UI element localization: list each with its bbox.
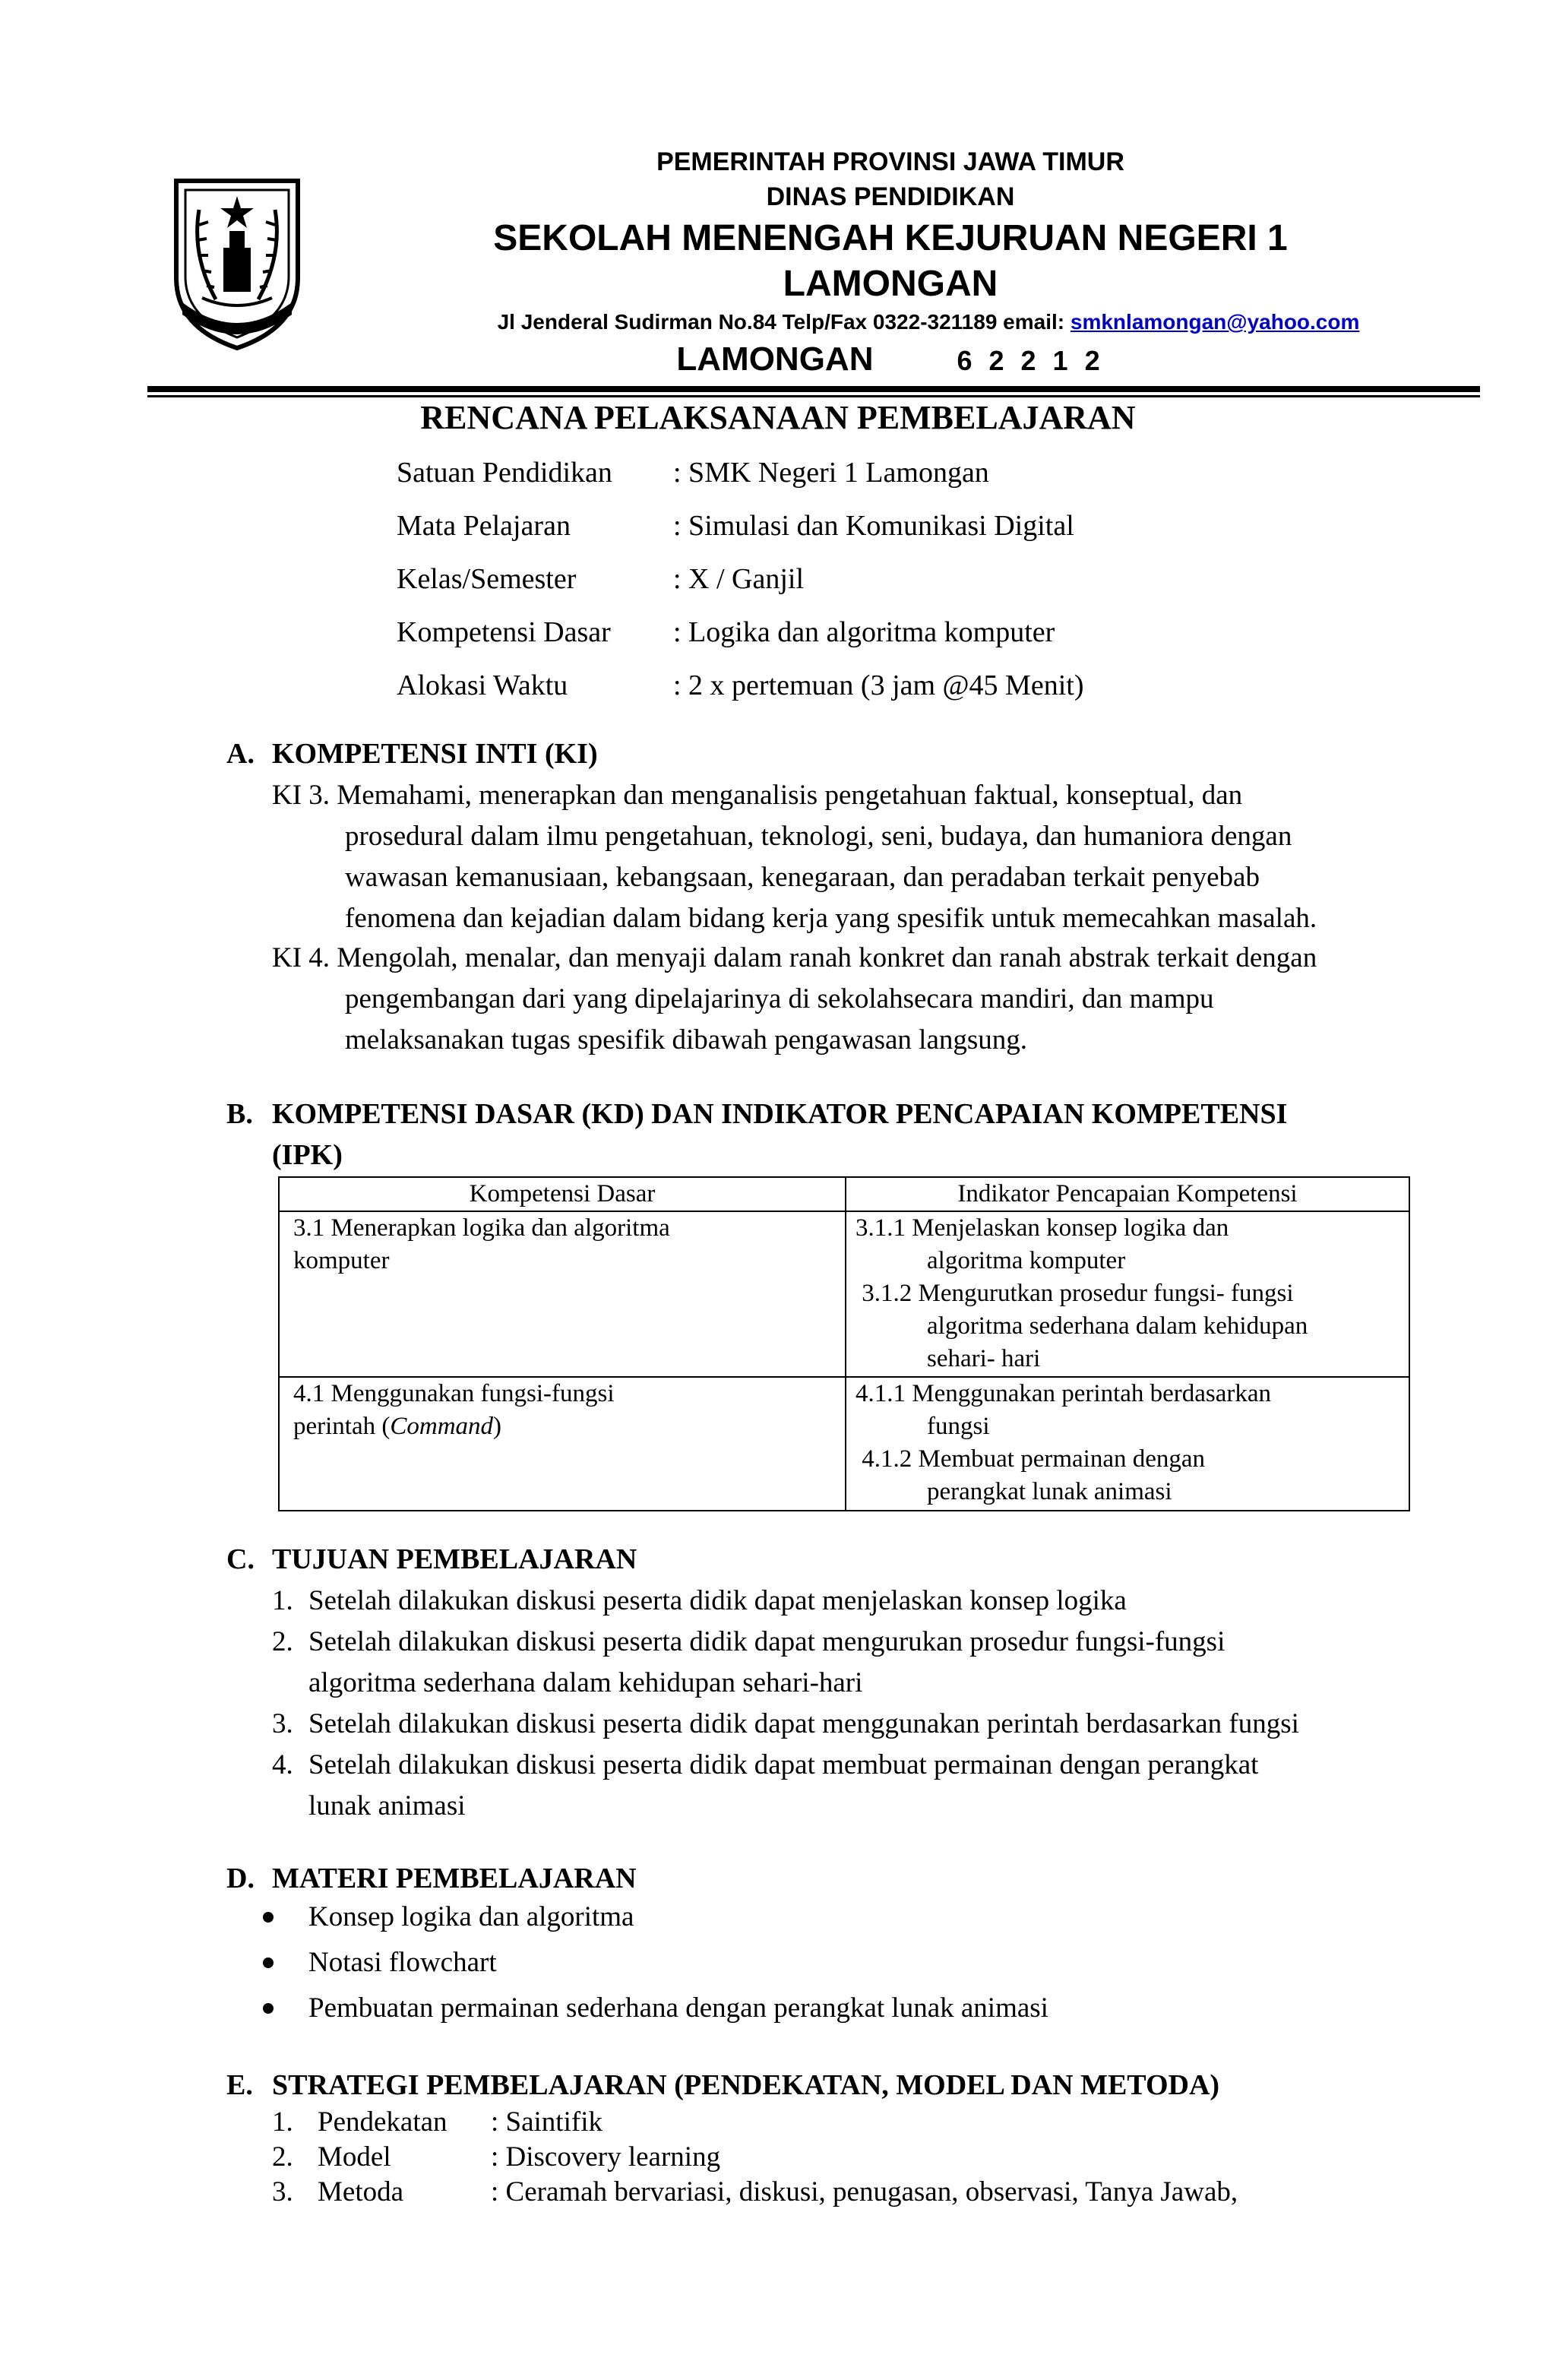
identity-label: Kelas/Semester <box>397 563 577 595</box>
material-item: Notasi flowchart <box>308 1947 497 1978</box>
strategy-value: : Saintifik <box>491 2106 602 2138</box>
address-text: Jl Jenderal Sudirman No.84 Telp/Fax 0322-321189 email: <box>497 310 1071 334</box>
ki4-line: KI 4. Mengolah, menalar, dan menyaji dalam ranah konkret dan ranah abstrak terkait dengan <box>272 942 1317 973</box>
indicator-text: 3.1.1 Menjelaskan konsep logika dan <box>855 1214 1229 1242</box>
section-b-heading <box>226 1097 1287 1131</box>
objective-number: 1. <box>272 1585 293 1616</box>
objective-text: Setelah dilakukan diskusi peserta didik dapat menggunakan perintah berdasarkan fungsi <box>308 1708 1299 1739</box>
ki3-line: wawasan kemanusiaan, kebangsaan, kenegaraan, dan peradaban terkait penyebab <box>345 862 1260 893</box>
identity-label: Alokasi Waktu <box>397 669 568 701</box>
objective-text: Setelah dilakukan diskusi peserta didik dapat menjelaskan konsep logika <box>308 1585 1127 1616</box>
ipk-cell <box>846 1211 1409 1377</box>
identity-value: : Simulasi dan Komunikasi Digital <box>673 510 1074 542</box>
kd-text: ) <box>493 1413 502 1440</box>
indicator-text: 4.1.2 Membuat permainan dengan <box>855 1445 1206 1473</box>
strategy-number: 2. <box>272 2141 293 2173</box>
kd-text: 3.1 Menerapkan logika dan algoritma <box>293 1214 670 1242</box>
strategy-number: 3. <box>272 2176 293 2208</box>
ki4-line: melaksanakan tugas spesifik dibawah pengawasan langsung. <box>345 1024 1028 1055</box>
kd-text-line <box>293 1410 845 1443</box>
identity-row <box>397 669 1083 722</box>
letterhead-divider-thick <box>147 386 1480 392</box>
ki3-line: KI 3. Memahami, menerapkan dan menganalisis pengetahuan faktual, konseptual, dan <box>272 780 1243 811</box>
strategy-label: Pendekatan <box>318 2106 448 2138</box>
kd-cell <box>279 1211 846 1377</box>
postal-code: 6 2 2 1 2 <box>957 345 1105 376</box>
section-title: KOMPETENSI DASAR (KD) DAN INDIKATOR PENCAPAIAN KOMPETENSI <box>272 1098 1288 1130</box>
identity-row <box>397 509 1083 562</box>
table-row <box>279 1211 1409 1377</box>
section-d-heading <box>226 1862 637 1895</box>
table-header-row <box>279 1177 1409 1211</box>
identity-row <box>397 562 1083 616</box>
section-title: MATERI PEMBELAJARAN <box>272 1863 637 1894</box>
objective-text: algoritma sederhana dalam kehidupan sehari-hari <box>308 1667 863 1698</box>
indicator-text: 3.1.2 Mengurutkan prosedur fungsi- fungsi <box>855 1280 1294 1307</box>
ipk-cell <box>846 1377 1409 1511</box>
objective-number: 3. <box>272 1708 293 1739</box>
section-number: D. <box>226 1863 255 1894</box>
ki3-line: fenomena dan kejadian dalam bidang kerja yang spesifik untuk memecahkan masalah. <box>345 903 1317 934</box>
kd-text: 4.1 Menggunakan fungsi-fungsi <box>293 1380 615 1407</box>
section-number: A. <box>226 738 255 770</box>
letterhead-address <box>149 310 1480 334</box>
strategy-label: Metoda <box>318 2176 404 2208</box>
bullet-icon <box>263 2003 274 2014</box>
strategy-value: : Discovery learning <box>491 2141 721 2173</box>
section-title: KOMPETENSI INTI (KI) <box>272 738 598 770</box>
identity-value: : Logika dan algoritma komputer <box>673 616 1055 648</box>
document-title: RENCANA PELAKSANAAN PEMBELAJARAN <box>420 399 1136 436</box>
section-number: E. <box>226 2069 253 2101</box>
section-title: STRATEGI PEMBELAJARAN (PENDEKATAN, MODEL DAN METODA) <box>272 2069 1220 2101</box>
identity-row <box>397 456 1083 509</box>
indicator-text: fungsi <box>927 1413 990 1440</box>
section-c-heading <box>226 1543 637 1576</box>
identity-row <box>397 616 1083 669</box>
identity-value: : X / Ganjil <box>673 563 805 595</box>
objective-text: Setelah dilakukan diskusi peserta didik dapat membuat permainan dengan perangkat <box>308 1749 1259 1780</box>
bullet-icon <box>263 1912 274 1923</box>
kd-text-italic: Command <box>390 1413 494 1440</box>
ki3-line: prosedural dalam ilmu pengetahuan, teknologi, seni, budaya, dan humaniora dengan <box>345 821 1292 852</box>
objective-text: Setelah dilakukan diskusi peserta didik dapat mengurukan prosedur fungsi-fungsi <box>308 1626 1226 1657</box>
identity-value: : 2 x pertemuan (3 jam @45 Menit) <box>673 669 1084 701</box>
section-a-heading <box>226 737 598 771</box>
material-item: Pembuatan permainan sederhana dengan perangkat lunak animasi <box>308 1992 1048 2024</box>
section-number: B. <box>226 1098 253 1130</box>
letterhead-divider-thin <box>147 395 1480 397</box>
letterhead-school-city: LAMONGAN <box>783 264 998 304</box>
table-header: Indikator Pencapaian Kompetensi <box>846 1177 1409 1211</box>
table-header: Kompetensi Dasar <box>279 1177 846 1211</box>
letterhead-city-postal <box>149 340 1480 378</box>
objective-number: 4. <box>272 1749 293 1780</box>
ki4-line: pengembangan dari yang dipelajarinya di sekolahsecara mandiri, dan mampu <box>345 983 1214 1014</box>
letterhead-department: DINAS PENDIDIKAN <box>766 182 1015 211</box>
section-title: TUJUAN PEMBELAJARAN <box>272 1543 637 1575</box>
identity-value: : SMK Negeri 1 Lamongan <box>673 457 989 489</box>
letterhead <box>149 141 1480 400</box>
indicator-text: algoritma sederhana dalam kehidupan <box>927 1312 1308 1340</box>
kd-cell <box>279 1377 846 1511</box>
letterhead-school-name: SEKOLAH MENENGAH KEJURUAN NEGERI 1 <box>493 218 1288 258</box>
indicator-text: sehari- hari <box>927 1345 1041 1372</box>
kd-ipk-table <box>278 1176 1410 1511</box>
identity-label: Mata Pelajaran <box>397 510 571 542</box>
objective-number: 2. <box>272 1626 293 1657</box>
section-b-heading-cont: (IPK) <box>272 1139 343 1171</box>
table-row <box>279 1377 1409 1511</box>
indicator-text: perangkat lunak animasi <box>927 1478 1172 1505</box>
identity-label: Satuan Pendidikan <box>397 457 612 489</box>
kd-text: komputer <box>293 1247 390 1274</box>
section-number: C. <box>226 1543 255 1575</box>
city-text: LAMONGAN <box>676 340 874 378</box>
email-link[interactable]: smknlamongan@yahoo.com <box>1070 310 1360 334</box>
strategy-value: : Ceramah bervariasi, diskusi, penugasan, observasi, Tanya Jawab, <box>491 2176 1238 2208</box>
letterhead-government: PEMERINTAH PROVINSI JAWA TIMUR <box>656 147 1124 176</box>
identity-block <box>397 456 1083 722</box>
identity-label: Kompetensi Dasar <box>397 616 611 648</box>
indicator-text: algoritma komputer <box>927 1247 1126 1274</box>
kd-text: perintah ( <box>293 1413 391 1440</box>
section-e-heading <box>226 2068 1219 2102</box>
indicator-text: 4.1.1 Menggunakan perintah berdasarkan <box>855 1380 1272 1407</box>
material-item: Konsep logika dan algoritma <box>308 1901 634 1932</box>
strategy-label: Model <box>318 2141 391 2173</box>
bullet-icon <box>263 1957 274 1968</box>
objective-text: lunak animasi <box>308 1790 466 1821</box>
strategy-number: 1. <box>272 2106 293 2138</box>
